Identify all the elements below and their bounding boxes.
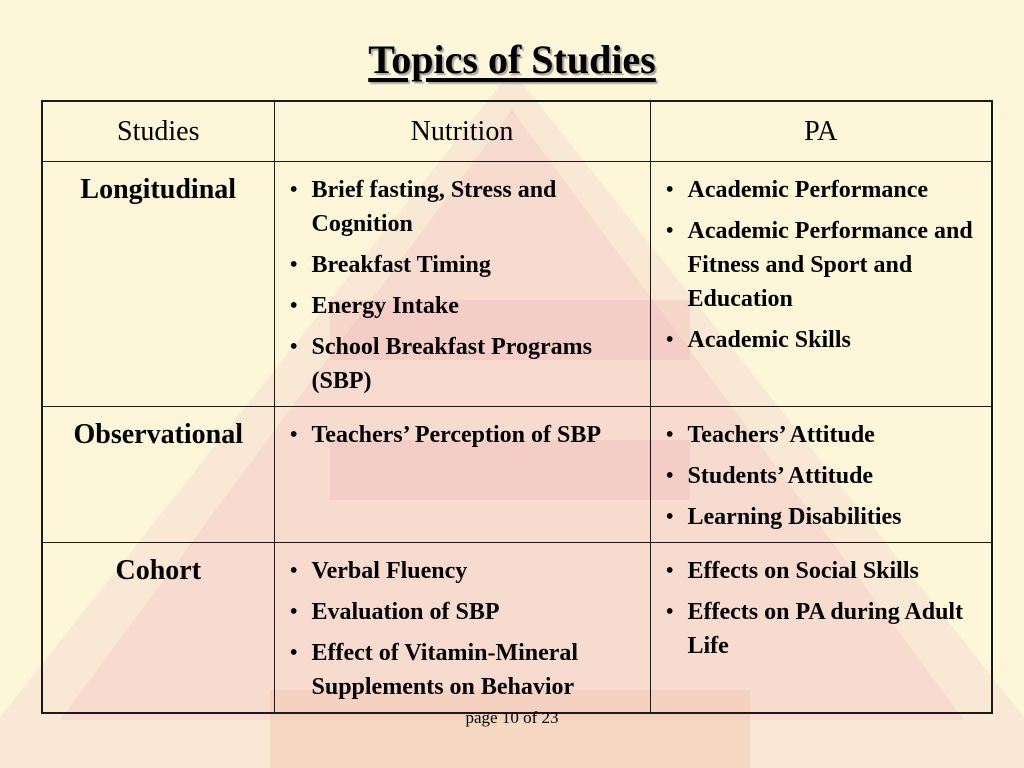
topics-table — [41, 100, 993, 714]
list-item: • Academic Skills — [664, 323, 983, 357]
pa-list — [652, 544, 991, 663]
list-item: • Learning Disabilities — [664, 500, 983, 534]
nutrition-cell-longitudinal — [274, 162, 650, 407]
page-title: Topics of Studies — [368, 37, 656, 82]
list-item: • Academic Performance and Fitness and Sport and Education — [664, 214, 983, 316]
pa-cell-cohort — [650, 543, 992, 714]
page-number: page 10 of 23 — [465, 708, 559, 727]
table-header-row — [42, 101, 992, 162]
list-item: • Breakfast Timing — [288, 248, 641, 282]
nutrition-list — [276, 408, 649, 452]
list-item: • Teachers’ Perception of SBP — [288, 418, 641, 452]
pa-list — [652, 408, 991, 534]
pa-cell-observational — [650, 407, 992, 543]
row-label-longitudinal: Longitudinal — [42, 162, 274, 407]
list-item: • Effect of Vitamin-Mineral Supplements on Behavior — [288, 636, 641, 704]
list-item: • Brief fasting, Stress and Cognition — [288, 173, 641, 241]
list-item: • Effects on PA during Adult Life — [664, 595, 983, 663]
nutrition-cell-observational — [274, 407, 650, 543]
list-item: • Students’ Attitude — [664, 459, 983, 493]
column-header-studies: Studies — [42, 101, 274, 162]
list-item: • Energy Intake — [288, 289, 641, 323]
table-row-observational — [42, 407, 992, 543]
nutrition-cell-cohort — [274, 543, 650, 714]
table-row-longitudinal — [42, 162, 992, 407]
table-row-cohort — [42, 543, 992, 714]
column-header-nutrition: Nutrition — [274, 101, 650, 162]
column-header-pa: PA — [650, 101, 992, 162]
list-item: • Verbal Fluency — [288, 554, 641, 588]
pa-list — [652, 163, 991, 357]
nutrition-list — [276, 163, 649, 398]
nutrition-list — [276, 544, 649, 704]
list-item: • School Breakfast Programs (SBP) — [288, 330, 641, 398]
row-label-cohort: Cohort — [42, 543, 274, 714]
row-label-observational: Observational — [42, 407, 274, 543]
list-item: • Evaluation of SBP — [288, 595, 641, 629]
list-item: • Teachers’ Attitude — [664, 418, 983, 452]
list-item: • Effects on Social Skills — [664, 554, 983, 588]
list-item: • Academic Performance — [664, 173, 983, 207]
pa-cell-longitudinal — [650, 162, 992, 407]
